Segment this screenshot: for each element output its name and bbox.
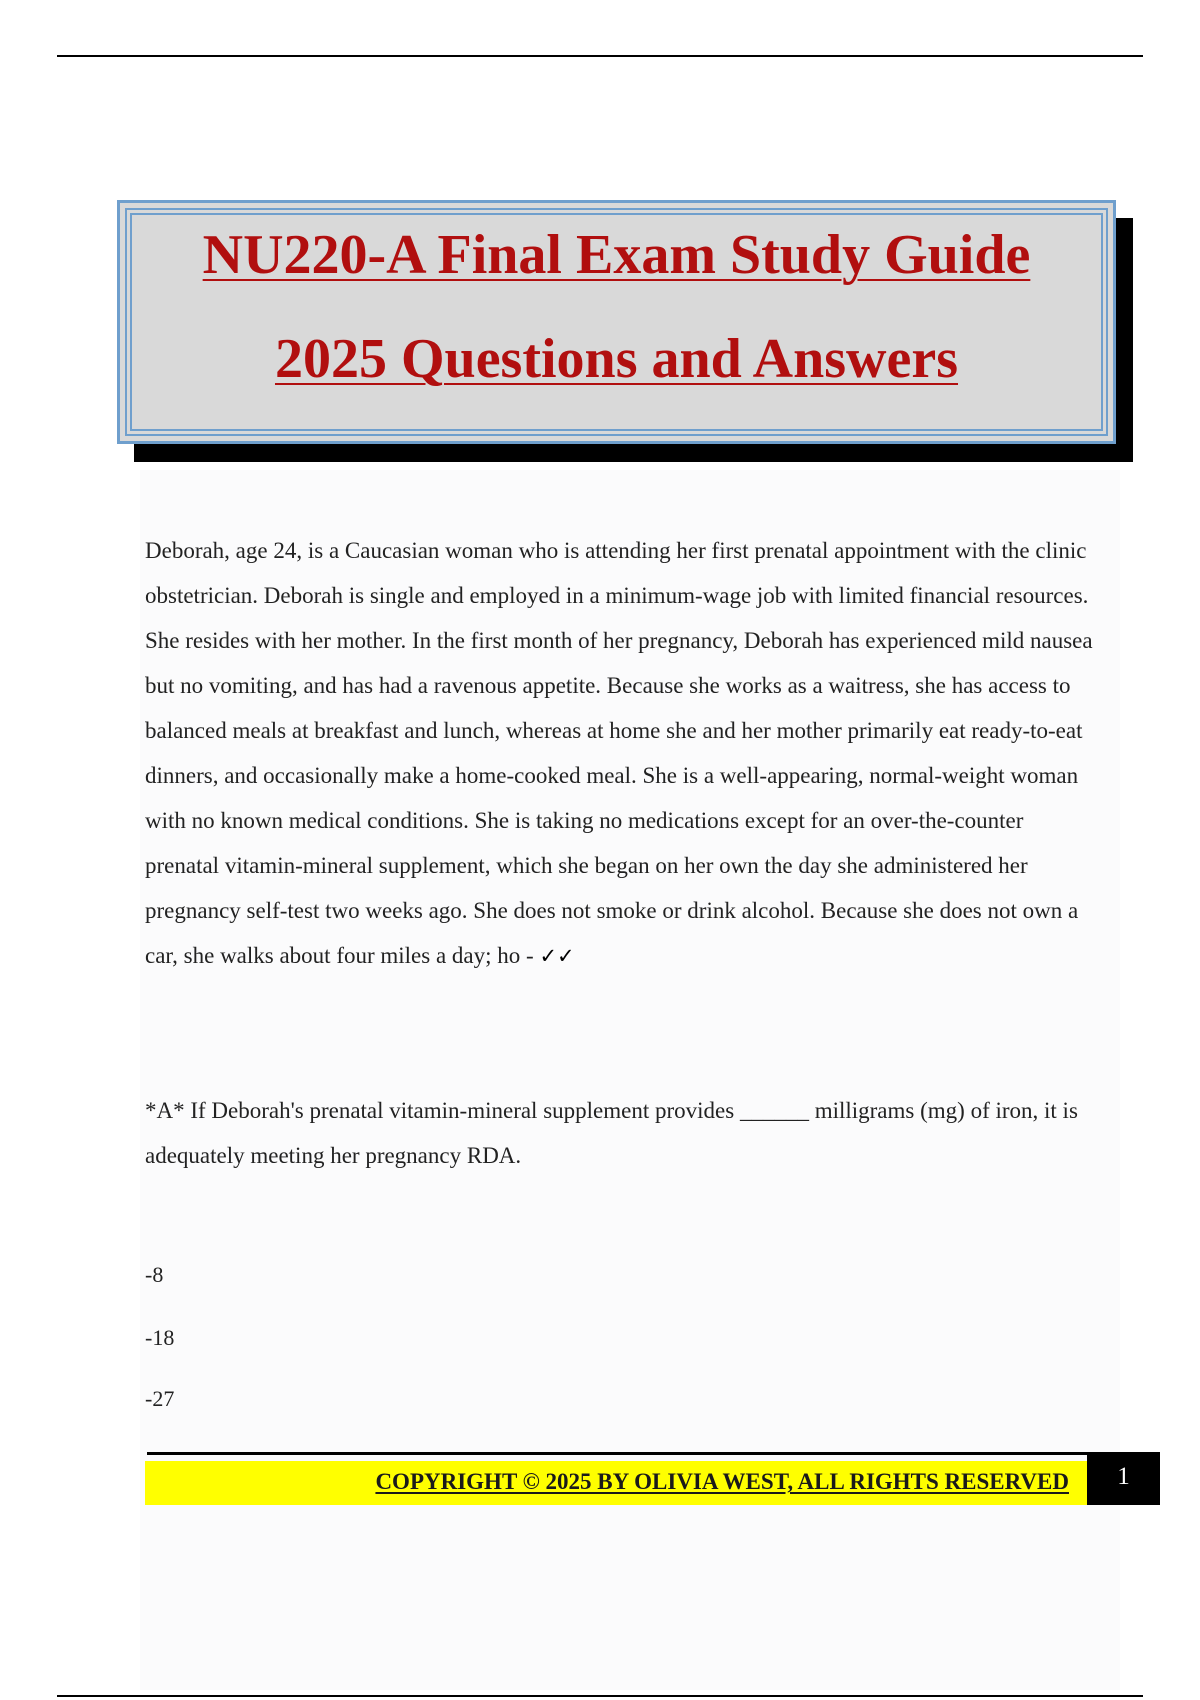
answer-option: -8: [145, 1262, 164, 1287]
check-marks: ✓✓: [539, 944, 575, 968]
passage-text: Deborah, age 24, is a Caucasian woman who is attending her first prenatal appointment with the clinic obstetrician. Deborah is single and employed in a minimum-wage job with limited financial resources. She resides with her mother. In the first month of her pregnancy, Deborah has experienced mild nausea but no vomiting, and has had a ravenous appetite. Because she works as a waitress, she has access to balanced meals at breakfast and lunch, whereas at home she and her mother primarily eat ready-to-eat dinners, and occasionally make a home-cooked meal. She is a well-appearing, normal-weight woman with no known medical conditions. She is taking no medications except for an over-the-counter prenatal vitamin-mineral supplement, which she began on her own the day she administered her pregnancy self-test two weeks ago. She does not smoke or drink alcohol. Because she does not own a car, she walks about four miles a day; ho -: [145, 538, 1093, 968]
title-line-1: NU220-A Final Exam Study Guide: [202, 224, 1031, 286]
question-text: *A* If Deborah's prenatal vitamin-mineral supplement provides ______ milligrams (mg) of iron, it is adequately meeting her pregnancy RDA.: [145, 1098, 1078, 1168]
answer-option: -27: [145, 1386, 175, 1411]
case-passage: [145, 528, 1095, 979]
copyright-text: COPYRIGHT © 2025 BY OLIVIA WEST, ALL RIGHTS RESERVED: [375, 1469, 1069, 1494]
footer-band: [145, 1461, 1087, 1505]
page-number: 1: [1087, 1452, 1160, 1505]
top-rule: [57, 55, 1143, 57]
title-box: [117, 200, 1116, 444]
answer-option: -18: [145, 1325, 175, 1350]
title-line-2: 2025 Questions and Answers: [274, 328, 959, 390]
bottom-rule: [57, 1695, 1143, 1697]
footer-rule: [147, 1452, 1087, 1455]
